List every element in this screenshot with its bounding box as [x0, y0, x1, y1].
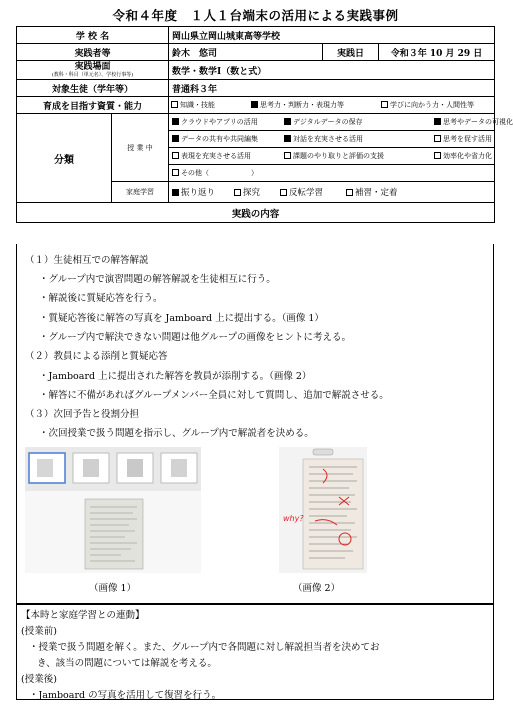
checkbox-icon — [172, 169, 179, 176]
school-label: 学 校 名 — [17, 27, 169, 44]
checkbox-icon — [284, 118, 291, 125]
after-class-line: ・Jamboard の写真を活用して復習を行う。 — [29, 690, 222, 701]
image-2-caption: （画像 2） — [293, 583, 341, 594]
jamboard-screenshot-image — [25, 447, 201, 573]
scene-sublabel: (教科・科目（単元名）、学校行事等) — [51, 72, 134, 78]
checkbox-icon — [251, 101, 258, 108]
handwritten-annotation: why? — [283, 514, 304, 523]
scene-row — [17, 61, 495, 80]
date-label: 実践日 — [323, 44, 379, 61]
practitioner-label: 実践者等 — [17, 44, 169, 61]
school-value: 岡山県立岡山城東高等学校 — [169, 27, 495, 44]
checkbox-icon — [381, 101, 388, 108]
inclass-options-2: 表現を充実させる活用 課題のやり取りと評価の支援 効率化や省力化 — [169, 148, 495, 165]
after-class-label: (授業後) — [21, 674, 57, 685]
abilities-row — [17, 97, 495, 114]
practice-item: ・Jamboard 上に提出された解答を教員が添削する。（画像 2） — [39, 371, 312, 382]
practice-item: ・グループ内で演習問題の解答解説を生徒相互に行う。 — [39, 274, 276, 285]
scene-value: 数学・数学Ⅰ（数と式） — [169, 61, 495, 80]
checkbox-icon — [284, 135, 291, 142]
checkbox-icon — [434, 118, 441, 125]
checkbox-icon — [172, 135, 179, 142]
inclass-options-0: クラウドやアプリの活用 デジタルデータの保存 思考やデータの可視化 — [169, 114, 495, 131]
scene-label-cell — [17, 61, 169, 80]
target-label: 対象生徒（学年等） — [17, 80, 169, 97]
inclass-row-0 — [17, 114, 495, 131]
practice-content — [16, 244, 494, 604]
practice-item: ・次回授業で扱う問題を指示し、グループ内で解説者を決める。 — [39, 428, 314, 439]
scene-label: 実践場面 — [74, 62, 111, 72]
practice-item: ・グループ内で解決できない問題は他グループの画像をヒントに考える。 — [39, 332, 351, 343]
image-1-caption: （画像 1） — [89, 583, 137, 594]
home-link-header: 【本時と家庭学習との連動】 — [21, 610, 145, 621]
section-heading-1: （１）生徒相互での解答解説 — [25, 255, 149, 266]
corrected-answer-image — [279, 447, 367, 573]
checkbox-icon — [172, 189, 179, 196]
checkbox-icon — [346, 189, 353, 196]
checkbox-icon — [280, 189, 287, 196]
classification-label: 分類 — [17, 114, 112, 203]
checkbox-icon — [234, 189, 241, 196]
inclass-label: 授 業 中 — [112, 114, 169, 182]
checkbox-icon — [172, 118, 179, 125]
practice-item: ・解説後に質疑応答を行う。 — [39, 293, 163, 304]
home-label: 家庭学習 — [112, 182, 169, 203]
inclass-options-1: データの共有や共同編集 対話を充実させる活用 思考を促す活用 — [169, 131, 495, 148]
section-heading-3: （３）次回予告と役割分担 — [25, 409, 140, 420]
before-class-line-1: ・授業で扱う問題を解く。また、グループ内で各問題に対し解説担当者を決めてお — [29, 642, 380, 653]
ability-option-2: 学びに向かう力・人間性等 — [381, 100, 474, 110]
ability-option-1: 思考力・判断力・表現力等 — [251, 100, 381, 110]
practice-item: ・質疑応答後に解答の写真を Jamboard 上に提出する。（画像 1） — [39, 313, 324, 324]
section-heading-2: （２）教員による添削と質疑応答 — [25, 351, 168, 362]
checkbox-icon — [434, 152, 441, 159]
corrected-answer-graphic — [279, 447, 367, 573]
practice-header-row — [17, 203, 495, 223]
date-value: 令和３年 10 月 29 日 — [379, 44, 495, 61]
abilities-options — [169, 97, 495, 114]
jamboard-screenshot-graphic — [25, 447, 201, 573]
home-link-section — [16, 604, 494, 700]
checkbox-icon — [171, 101, 178, 108]
checkbox-icon — [434, 135, 441, 142]
checkbox-icon — [172, 152, 179, 159]
practice-item: ・解答に不備があればグループメンバー全員に対して質問し、追加で解説させる。 — [39, 390, 389, 401]
abilities-label: 育成を目指す資質・能力 — [17, 97, 169, 114]
target-row — [17, 80, 495, 97]
before-class-label: (授業前) — [21, 626, 57, 637]
home-options: 振り返り 探究 反転学習 補習・定着 — [169, 182, 495, 203]
ability-option-0: 知識・技能 — [171, 100, 251, 110]
page-title: 令和４年度 １人１台端末の活用による実践事例 — [112, 8, 399, 23]
before-class-line-2: き、該当の問題については解説を考える。 — [37, 658, 217, 669]
school-row — [17, 27, 495, 44]
practitioner-row — [17, 44, 495, 61]
info-table — [16, 26, 513, 223]
practitioner-value: 鈴木 悠司 — [169, 44, 323, 61]
target-value: 普通科３年 — [169, 80, 495, 97]
inclass-options-3: その他（ ） — [169, 165, 495, 182]
practice-header: 実践の内容 — [17, 203, 495, 223]
checkbox-icon — [284, 152, 291, 159]
